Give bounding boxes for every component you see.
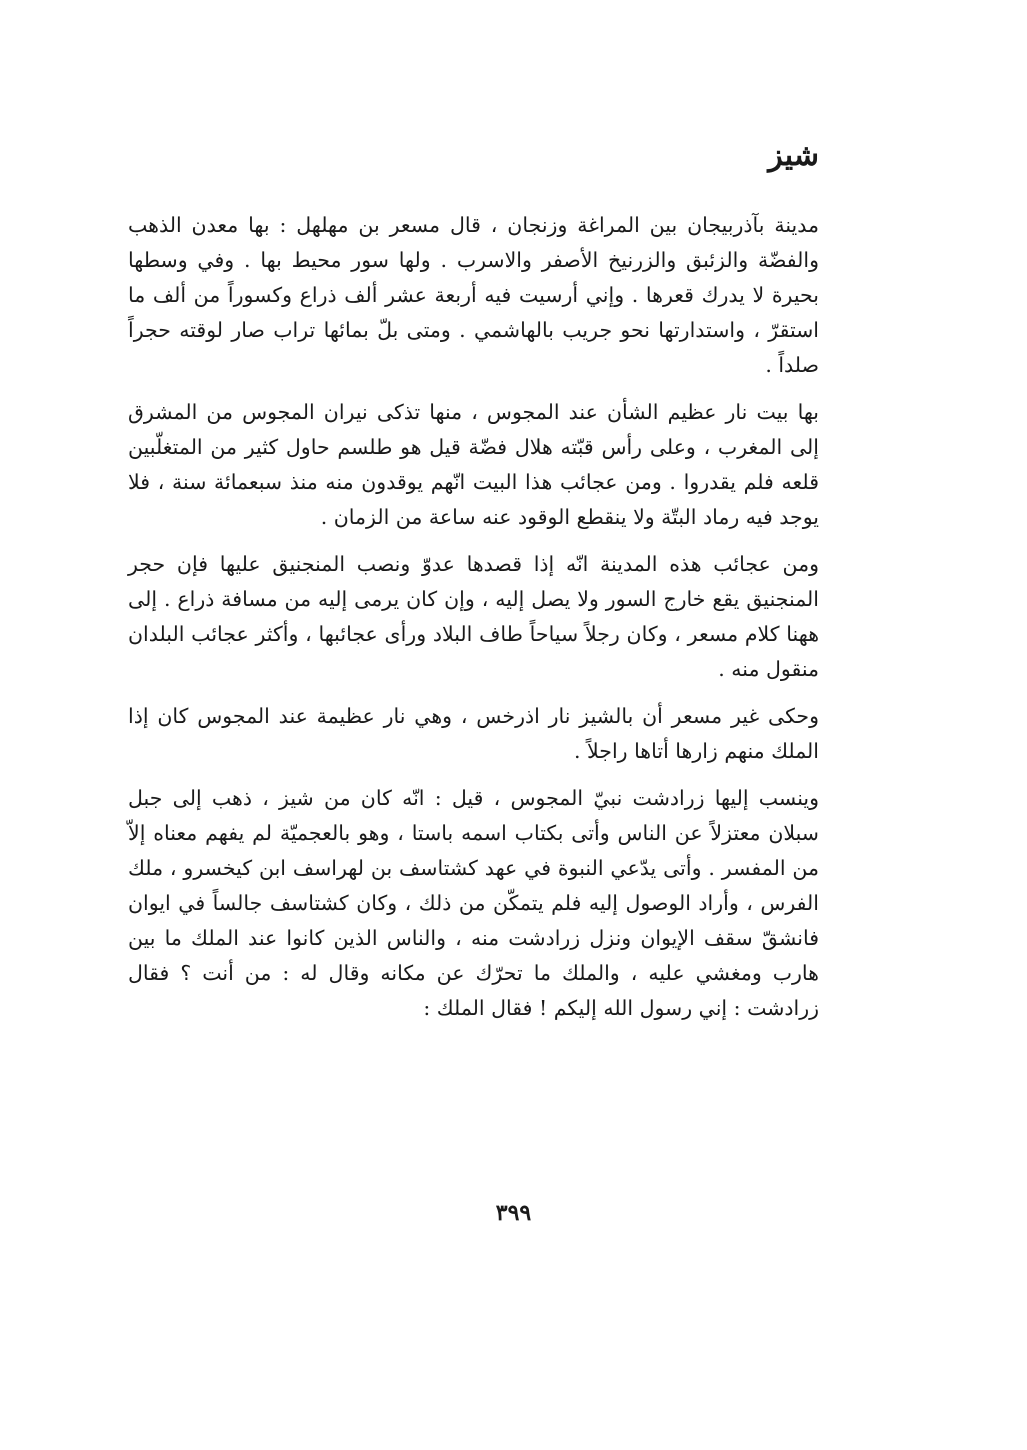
entry-heading: شيز [768, 138, 819, 173]
paragraph-2: بها بيت نار عظيم الشأن عند المجوس ، منها تذكى نيران المجوس من المشرق إلى المغرب ، وعلى رأس قبّته هلال فضّة قيل هو طلسم حاول كثير من المتغلّبين قلعه فلم يقدروا . ومن عجائب هذا البيت انّهم يوقدون منه منذ سبعمائة سنة ، فلا يوجد فيه رماد البتّة ولا ينقطع الوقود عنه ساعة من الزمان . [128, 400, 819, 529]
paragraph-3: ومن عجائب هذه المدينة انّه إذا قصدها عدوّ ونصب المنجنيق عليها فإن حجر المنجنيق يقع خارج السور ولا يصل إليه ، وإن كان يرمى إليه من مسافة ذراع . إلى ههنا كلام مسعر ، وكان رجلاً سياحاً طاف البلاد ورأى عجائبها ، وأكثر عجائب البلدان منقول منه . [128, 552, 819, 681]
body-text [128, 208, 819, 1038]
paragraph-4: وحكى غير مسعر أن بالشيز نار اذرخس ، وهي نار عظيمة عند المجوس كان إذا الملك منهم زارها أتاها راجلاً . [128, 704, 819, 763]
paragraph-5: وينسب إليها زرادشت نبيّ المجوس ، قيل : انّه كان من شيز ، ذهب إلى جبل سبلان معتزلاً عن الناس وأتى بكتاب اسمه باستا ، وهو بالعجميّة لم يفهم معناه إلاّ من المفسر . وأتى يدّعي النبوة في عهد كشتاسف بن لهراسف ابن كيخسرو ، ملك الفرس ، وأراد الوصول إليه فلم يتمكّن من ذلك ، وكان كشتاسف جالساً في ايوان فانشقّ سقف الإيوان ونزل زرادشت منه ، والناس الذين كانوا عند الملك ما بين هارب ومغشي عليه ، والملك ما تحرّك عن مكانه وقال له : من أنت ؟ فقال زرادشت : إني رسول الله إليكم ! فقال الملك : [128, 786, 819, 1020]
paragraph-1: مدينة بآذربيجان بين المراغة وزنجان ، قال مسعر بن مهلهل : بها معدن الذهب والفضّة والزئبق والزرنيخ الأصفر والاسرب . ولها سور محيط بها . وفي وسطها بحيرة لا يدرك قعرها . وإني أرسيت فيه أربعة عشر ألف ذراع وكسوراً من ألف ما استقرّ ، واستدارتها نحو جريب بالهاشمي . ومتى بلّ بمائها تراب صار لوقته حجراً صلداً . [128, 213, 820, 377]
page-number: ٣٩٩ [495, 1200, 532, 1226]
